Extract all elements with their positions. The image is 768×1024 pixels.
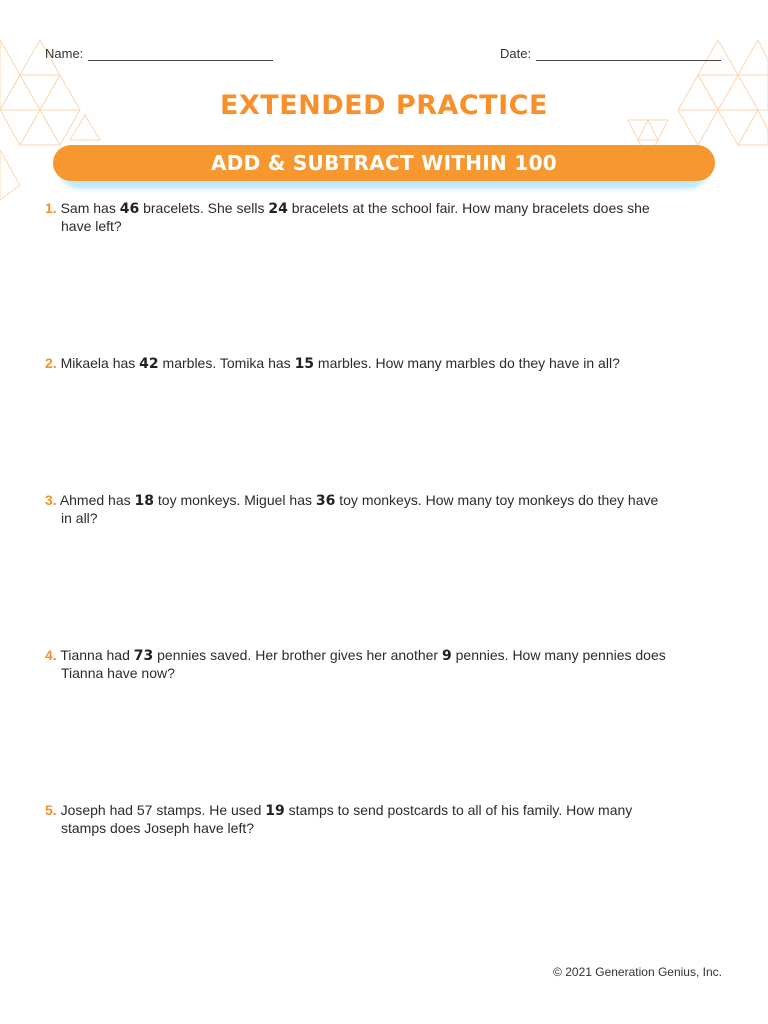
- question-number: 1.: [45, 200, 57, 216]
- question-continuation: stamps does Joseph have left?: [61, 820, 255, 836]
- question-number: 5.: [45, 802, 57, 818]
- name-label: Name:: [45, 46, 84, 61]
- question-value: 18: [134, 493, 155, 509]
- question-continuation: Tianna have now?: [61, 665, 175, 681]
- question-text: Tianna had: [60, 647, 134, 663]
- question-3: [45, 492, 725, 527]
- question-text: stamps to send postcards to all of his family. How many: [284, 802, 633, 818]
- header-fields: [45, 46, 723, 66]
- question-value: 42: [139, 356, 159, 372]
- question-text: bracelets at the school fair. How many bracelets does she: [287, 200, 650, 216]
- question-value: 15: [294, 356, 315, 372]
- question-value: 24: [268, 201, 288, 217]
- question-line: [45, 492, 725, 510]
- question-value: 9: [441, 648, 452, 664]
- question-value: 73: [133, 648, 154, 664]
- question-line: [45, 802, 725, 820]
- question-value: 46: [119, 201, 140, 217]
- question-text: marbles. Tomika has: [158, 355, 295, 371]
- question-text: pennies saved. Her brother gives her another: [153, 647, 442, 663]
- question-continuation: in all?: [61, 510, 98, 526]
- question-text: Ahmed has: [59, 492, 135, 508]
- banner-title: ADD & SUBTRACT WITHIN 100: [210, 151, 557, 175]
- question-continuation: have left?: [61, 218, 122, 234]
- question-text: pennies. How many pennies does: [451, 647, 666, 663]
- question-line: [45, 355, 725, 373]
- question-line: [45, 200, 725, 218]
- question-value: 19: [265, 803, 285, 819]
- question-line: [45, 647, 725, 665]
- question-text: bracelets. She sells: [139, 200, 269, 216]
- question-number: 3.: [45, 492, 57, 508]
- question-value: 36: [315, 493, 336, 509]
- question-text: toy monkeys. How many toy monkeys do they have: [335, 492, 659, 508]
- copyright-footer: © 2021 Generation Genius, Inc.: [553, 965, 722, 979]
- question-text: Mikaela has: [60, 355, 140, 371]
- name-field[interactable]: [45, 46, 273, 61]
- question-1: [45, 200, 725, 235]
- question-text: marbles. How many marbles do they have in all?: [314, 355, 620, 371]
- question-2: [45, 355, 725, 373]
- question-5: [45, 802, 725, 837]
- topic-banner: [53, 145, 715, 181]
- question-number: 2.: [45, 355, 57, 371]
- page-title: EXTENDED PRACTICE: [220, 90, 548, 121]
- question-text: Sam has: [60, 200, 120, 216]
- date-label: Date:: [500, 46, 532, 61]
- date-line[interactable]: [536, 46, 721, 61]
- question-4: [45, 647, 725, 682]
- date-field[interactable]: [500, 46, 721, 61]
- question-number: 4.: [45, 647, 57, 663]
- question-text: toy monkeys. Miguel has: [154, 492, 316, 508]
- question-text: Joseph had 57 stamps. He used: [60, 802, 266, 818]
- name-line[interactable]: [88, 46, 273, 61]
